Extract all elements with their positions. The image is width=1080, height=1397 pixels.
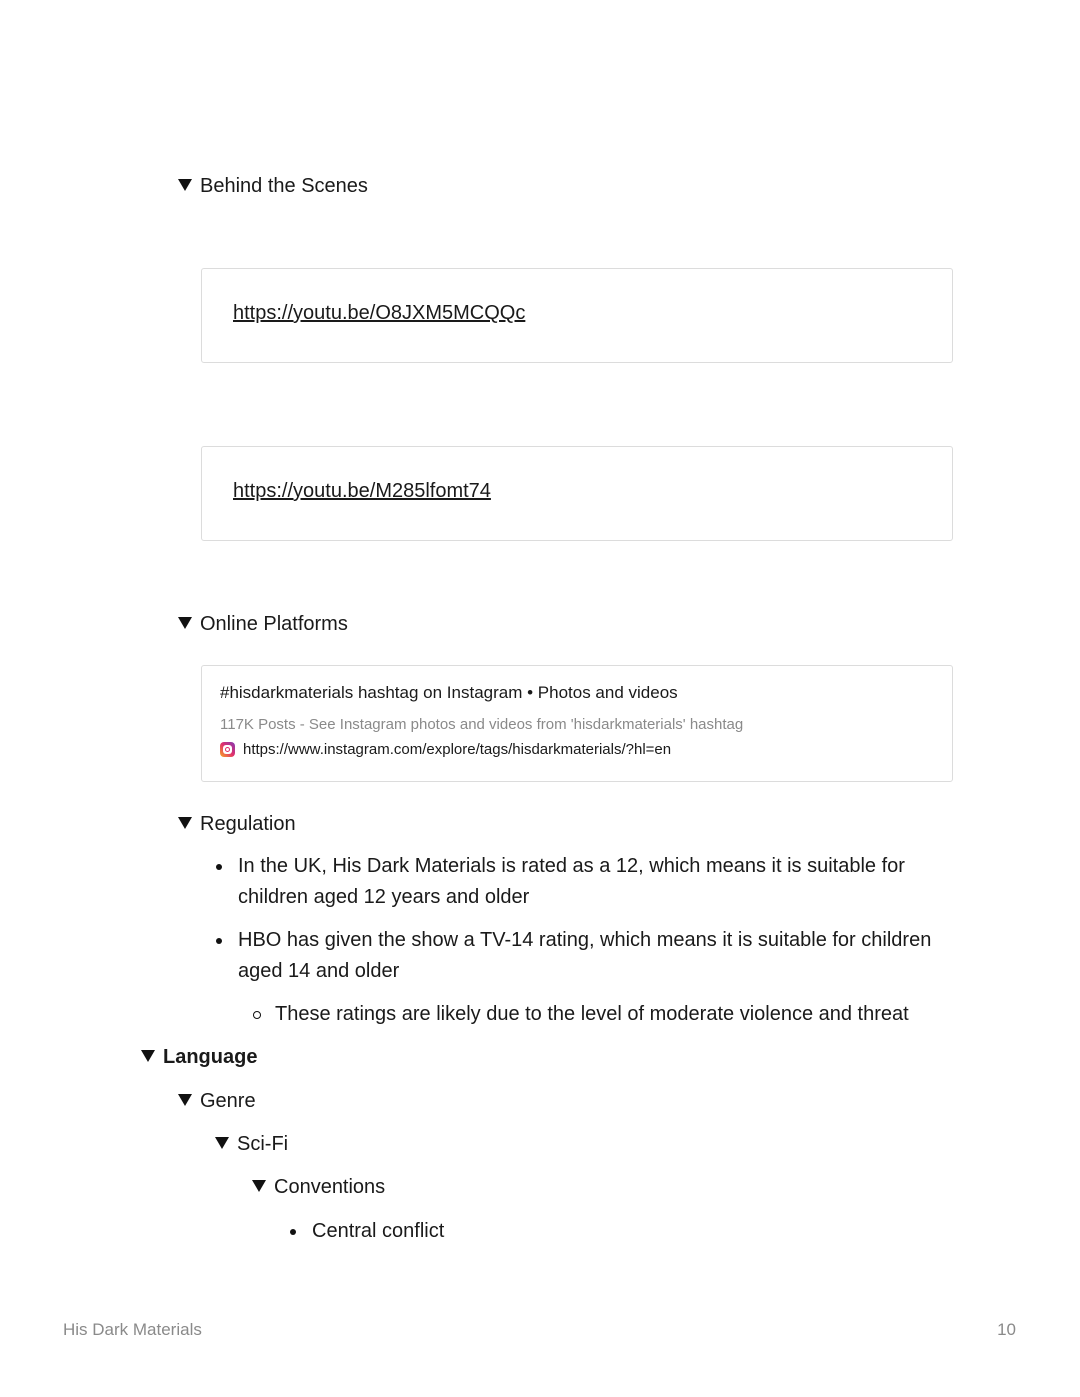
bullet-circle (253, 1011, 261, 1019)
toggle-triangle-icon (178, 1094, 192, 1106)
bookmark-title: #hisdarkmaterials hashtag on Instagram • Photos and videos (220, 683, 678, 702)
instagram-icon (220, 742, 235, 757)
toggle-triangle-icon (178, 817, 192, 829)
toggle-behind-the-scenes[interactable] (178, 173, 368, 199)
toggle-triangle-icon (141, 1050, 155, 1062)
toggle-label: Regulation (200, 813, 296, 835)
bullet-dot (290, 1229, 296, 1235)
toggle-triangle-icon (252, 1180, 266, 1192)
toggle-triangle-icon (215, 1137, 229, 1149)
link-embed-card (201, 446, 953, 541)
page-number: 10 (997, 1320, 1016, 1339)
link-embed-card (201, 268, 953, 363)
toggle-triangle-icon (178, 179, 192, 191)
toggle-label: Sci-Fi (237, 1133, 289, 1155)
bookmark-card[interactable] (201, 665, 953, 782)
toggle-conventions[interactable] (252, 1174, 385, 1200)
list-item: Central conflict (312, 1220, 445, 1242)
bullet-dot (216, 864, 222, 870)
toggle-label: Online Platforms (200, 613, 348, 635)
bookmark-description: 117K Posts - See Instagram photos and videos from 'hisdarkmaterials' hashtag (220, 716, 744, 733)
list-item: In the UK, His Dark Materials is rated as a 12, which means it is suitable for children aged 12 years and older (238, 855, 905, 908)
footer-title: His Dark Materials (63, 1320, 202, 1339)
toggle-label: Behind the Scenes (200, 175, 368, 197)
bullet-dot (216, 938, 222, 944)
toggle-regulation[interactable] (178, 811, 296, 837)
toggle-label: Genre (200, 1090, 256, 1112)
toggle-genre[interactable] (178, 1088, 256, 1114)
toggle-triangle-icon (178, 617, 192, 629)
toggle-label: Language (163, 1046, 258, 1068)
video-link[interactable]: https://youtu.be/O8JXM5MCQQc (233, 302, 526, 324)
toggle-label: Conventions (274, 1176, 386, 1198)
toggle-online-platforms[interactable] (178, 611, 348, 637)
bookmark-url-row (220, 741, 671, 758)
list-item: These ratings are likely due to the level of moderate violence and threat (275, 1003, 909, 1025)
toggle-language[interactable] (141, 1044, 257, 1070)
toggle-scifi[interactable] (215, 1131, 288, 1157)
bookmark-url: https://www.instagram.com/explore/tags/hisdarkmaterials/?hl=en (243, 741, 672, 758)
video-link[interactable]: https://youtu.be/M285lfomt74 (233, 480, 491, 502)
list-item: HBO has given the show a TV-14 rating, which means it is suitable for children aged 14 and older (238, 929, 932, 982)
